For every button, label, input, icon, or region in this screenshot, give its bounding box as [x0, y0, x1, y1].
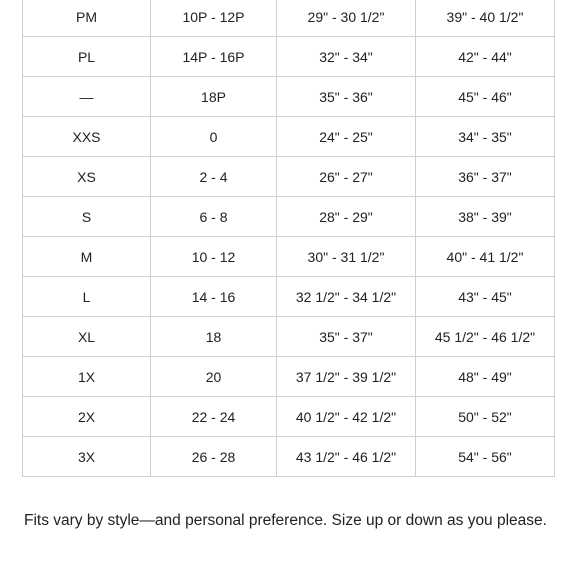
size-label-cell: — [23, 77, 151, 117]
numeric-size-cell: 14P - 16P [151, 37, 277, 77]
measurement-b-cell: 54" - 56" [416, 437, 555, 477]
measurement-b-cell: 45" - 46" [416, 77, 555, 117]
numeric-size-cell: 14 - 16 [151, 277, 277, 317]
numeric-size-cell: 26 - 28 [151, 437, 277, 477]
size-chart-body [23, 0, 555, 477]
measurement-a-cell: 40 1/2" - 42 1/2" [277, 397, 416, 437]
table-row [23, 397, 555, 437]
measurement-b-cell: 48" - 49" [416, 357, 555, 397]
numeric-size-cell: 18 [151, 317, 277, 357]
measurement-a-cell: 35" - 36" [277, 77, 416, 117]
measurement-a-cell: 32" - 34" [277, 37, 416, 77]
size-label-cell: PL [23, 37, 151, 77]
table-row [23, 197, 555, 237]
measurement-b-cell: 42" - 44" [416, 37, 555, 77]
size-label-cell: XL [23, 317, 151, 357]
size-label-cell: M [23, 237, 151, 277]
measurement-a-cell: 43 1/2" - 46 1/2" [277, 437, 416, 477]
measurement-a-cell: 37 1/2" - 39 1/2" [277, 357, 416, 397]
table-row [23, 277, 555, 317]
measurement-b-cell: 50" - 52" [416, 397, 555, 437]
numeric-size-cell: 0 [151, 117, 277, 157]
numeric-size-cell: 10P - 12P [151, 0, 277, 37]
measurement-b-cell: 40" - 41 1/2" [416, 237, 555, 277]
measurement-a-cell: 28" - 29" [277, 197, 416, 237]
numeric-size-cell: 18P [151, 77, 277, 117]
size-label-cell: 2X [23, 397, 151, 437]
measurement-b-cell: 43" - 45" [416, 277, 555, 317]
measurement-b-cell: 36" - 37" [416, 157, 555, 197]
table-row [23, 157, 555, 197]
size-label-cell: 1X [23, 357, 151, 397]
measurement-a-cell: 24" - 25" [277, 117, 416, 157]
measurement-a-cell: 35" - 37" [277, 317, 416, 357]
table-row [23, 357, 555, 397]
table-row [23, 437, 555, 477]
size-label-cell: 3X [23, 437, 151, 477]
fit-note-text: Fits vary by style—and personal preference. Size up or down as you please. [24, 512, 547, 529]
measurement-a-cell: 32 1/2" - 34 1/2" [277, 277, 416, 317]
size-label-cell: PM [23, 0, 151, 37]
table-row [23, 117, 555, 157]
table-row [23, 37, 555, 77]
measurement-b-cell: 45 1/2" - 46 1/2" [416, 317, 555, 357]
table-row [23, 317, 555, 357]
numeric-size-cell: 20 [151, 357, 277, 397]
measurement-a-cell: 26" - 27" [277, 157, 416, 197]
size-label-cell: S [23, 197, 151, 237]
numeric-size-cell: 2 - 4 [151, 157, 277, 197]
size-label-cell: XS [23, 157, 151, 197]
measurement-b-cell: 34" - 35" [416, 117, 555, 157]
size-label-cell: XXS [23, 117, 151, 157]
size-label-cell: L [23, 277, 151, 317]
table-row [23, 237, 555, 277]
numeric-size-cell: 6 - 8 [151, 197, 277, 237]
measurement-b-cell: 38" - 39" [416, 197, 555, 237]
measurement-a-cell: 29" - 30 1/2" [277, 0, 416, 37]
measurement-b-cell: 39" - 40 1/2" [416, 0, 555, 37]
table-row [23, 0, 555, 37]
numeric-size-cell: 22 - 24 [151, 397, 277, 437]
size-chart-table [22, 0, 555, 477]
table-row [23, 77, 555, 117]
numeric-size-cell: 10 - 12 [151, 237, 277, 277]
measurement-a-cell: 30" - 31 1/2" [277, 237, 416, 277]
